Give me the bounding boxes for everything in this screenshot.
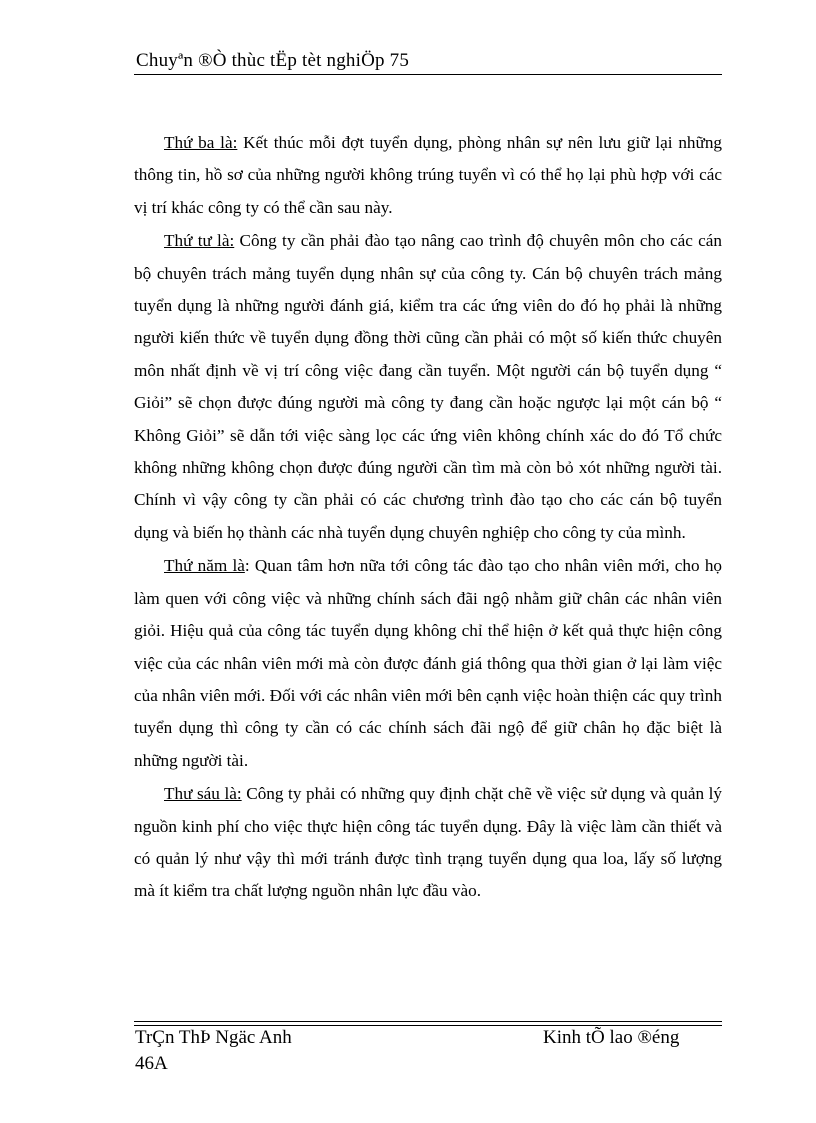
paragraph-thu-sau bbox=[134, 778, 722, 908]
header-title: Chuyªn ®Ò thùc tËp tèt nghiÖp 75 bbox=[136, 50, 410, 71]
paragraph-lead: Thứ năm là bbox=[164, 556, 245, 576]
paragraph-text: Kết thúc mỗi đợt tuyển dụng, phòng nhân sự nên lưu giữ lại những thông tin, hồ sơ của những người không trúng tuyển vì có thể họ lại phù hợp với các vị trí khác công ty có thể cần sau này. bbox=[134, 133, 723, 217]
body-text bbox=[134, 127, 722, 909]
footer-divider-top bbox=[134, 1021, 722, 1022]
paragraph-lead: Thứ tư là: bbox=[164, 231, 235, 251]
paragraph-lead: Thư sáu là: bbox=[164, 784, 242, 804]
page-header bbox=[134, 46, 722, 76]
paragraph-text: Công ty cần phải đào tạo nâng cao trình độ chuyên môn cho các cán bộ chuyên trách mảng tuyển dụng nhân sự của công ty. Cán bộ chuyên trách mảng tuyển dụng là những người đánh giá, kiểm tra các ứng viên do đó họ phải là những người kiến thức về tuyển dụng đồng thời cũng cần phải có một số kiến thức chuyên môn nhất định về vị trí công việc đang cần tuyển. Một người cán bộ tuyển dụng “ Giỏi” sẽ chọn được đúng người mà công ty đang cần hoặc ngược lại một cán bộ “ Không Giỏi” sẽ dẫn tới việc sàng lọc các ứng viên không chính xác do đó Tổ chức không những không chọn được đúng người cần tìm mà còn bỏ xót những người tài. Chính vì vậy công ty cần phải có các chương trình đào tạo cho các cán bộ tuyển dụng và biến họ thành các nhà tuyển dụng chuyên nghiệp cho công ty của mình. bbox=[134, 231, 722, 542]
footer-class: 46A bbox=[135, 1053, 168, 1074]
footer-author: TrÇn ThÞ Ngäc Anh bbox=[135, 1027, 292, 1048]
paragraph-thu-ba bbox=[134, 127, 722, 224]
paragraph-thu-tu bbox=[134, 225, 722, 549]
footer-department: Kinh tÕ lao ®éng bbox=[543, 1027, 680, 1048]
paragraph-thu-nam bbox=[134, 550, 722, 777]
paragraph-lead: Thứ ba là: bbox=[164, 133, 238, 152]
paragraph-text: : Quan tâm hơn nữa tới công tác đào tạo cho nhân viên mới, cho họ làm quen với công việc và những chính sách đãi ngộ nhằm giữ chân các nhân viên giỏi. Hiệu quả của công tác tuyển dụng không chỉ thể hiện ở kết quả thực hiện công việc của các nhân viên mới mà còn được đánh giá thông qua thời gian ở lại làm việc của nhân viên mới. Đối với các nhân viên mới bên cạnh việc hoàn thiện các quy trình tuyển dụng thì công ty cần có các chính sách đãi ngộ để giữ chân họ đặc biệt là những người tài. bbox=[134, 556, 723, 770]
header-divider bbox=[134, 74, 722, 75]
paragraph-text: Công ty phải có những quy định chặt chẽ về việc sử dụng và quản lý nguồn kinh phí cho việc thực hiện công tác tuyển dụng. Đây là việc làm cần thiết và có quản lý như vậy thì mới tránh được tình trạng tuyển dụng qua loa, lấy số lượng mà ít kiểm tra chất lượng nguồn nhân lực đầu vào. bbox=[134, 784, 722, 901]
